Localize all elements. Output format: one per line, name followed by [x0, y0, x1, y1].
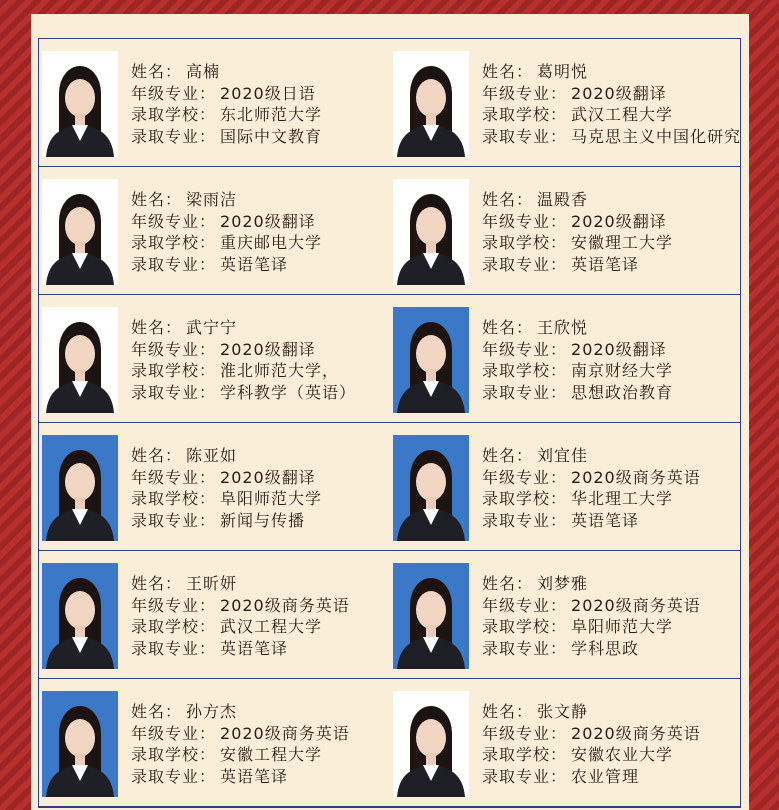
student-card [39, 551, 390, 679]
name-row [131, 701, 350, 723]
student-info [482, 189, 673, 275]
admit-major: 农业管理 [571, 766, 640, 786]
grade-label: 年级专业： [482, 83, 568, 103]
student-photo [42, 179, 118, 285]
school-row [131, 232, 322, 254]
grade-row [131, 83, 322, 105]
portrait-icon [393, 307, 469, 413]
major-row [482, 126, 741, 148]
grade-row [482, 723, 701, 745]
grade-row [131, 723, 350, 745]
name-row [482, 701, 701, 723]
student-card [390, 295, 741, 423]
major-row [482, 254, 673, 276]
name-label: 姓名： [131, 574, 183, 593]
name-row [482, 573, 701, 595]
student-grade: 2020级翻译 [571, 211, 667, 231]
grade-row [482, 595, 701, 617]
school-label: 录取学校： [131, 489, 217, 508]
grade-label: 年级专业： [482, 339, 568, 359]
student-name: 陈亚如 [186, 446, 238, 465]
major-row [131, 126, 322, 148]
grade-row [482, 339, 673, 361]
school-row [131, 104, 322, 126]
school-row [482, 360, 673, 382]
major-row [131, 638, 350, 660]
name-row [482, 61, 741, 83]
major-row [131, 254, 322, 276]
student-name: 刘梦雅 [537, 574, 589, 593]
portrait-icon [42, 435, 118, 541]
name-label: 姓名： [482, 702, 534, 721]
major-row [131, 766, 350, 788]
admit-major: 英语笔译 [220, 766, 289, 786]
name-row [131, 445, 322, 467]
name-row [482, 189, 673, 211]
student-name: 葛明悦 [537, 62, 589, 81]
student-info [131, 573, 350, 659]
student-grade: 2020级翻译 [220, 467, 316, 487]
student-card [390, 39, 741, 167]
grade-row [131, 467, 322, 489]
grade-label: 年级专业： [131, 723, 217, 743]
school-row [482, 616, 701, 638]
admit-school: 阜阳师范大学 [571, 617, 674, 636]
name-row [131, 189, 322, 211]
student-photo [42, 691, 118, 797]
student-card [390, 423, 741, 551]
student-name: 温殿香 [537, 190, 589, 209]
major-label: 录取专业： [131, 254, 217, 274]
school-label: 录取学校： [131, 617, 217, 636]
school-label: 录取学校： [131, 233, 217, 252]
student-card [39, 295, 390, 423]
major-label: 录取专业： [131, 510, 217, 530]
portrait-icon [42, 307, 118, 413]
school-row [131, 360, 356, 382]
name-row [131, 573, 350, 595]
student-photo [393, 691, 469, 797]
school-label: 录取学校： [482, 617, 568, 636]
student-info [131, 317, 356, 403]
student-grade: 2020级商务英语 [220, 723, 350, 743]
admit-school: 华北理工大学 [571, 489, 674, 508]
name-label: 姓名： [482, 62, 534, 81]
major-label: 录取专业： [131, 382, 217, 402]
grade-label: 年级专业： [131, 595, 217, 615]
school-label: 录取学校： [482, 233, 568, 252]
portrait-icon [393, 691, 469, 797]
major-label: 录取专业： [482, 638, 568, 658]
admit-school: 安徽工程大学 [220, 745, 323, 764]
student-photo [42, 307, 118, 413]
name-label: 姓名： [482, 574, 534, 593]
school-row [131, 616, 350, 638]
student-name: 高楠 [186, 62, 221, 81]
school-label: 录取学校： [131, 745, 217, 764]
portrait-icon [42, 51, 118, 157]
grade-label: 年级专业： [131, 339, 217, 359]
major-label: 录取专业： [482, 510, 568, 530]
student-name: 刘宜佳 [537, 446, 589, 465]
student-photo [42, 51, 118, 157]
school-row [131, 744, 350, 766]
grade-row [482, 211, 673, 233]
name-label: 姓名： [131, 190, 183, 209]
portrait-icon [393, 51, 469, 157]
school-row [482, 104, 741, 126]
student-photo [393, 435, 469, 541]
school-label: 录取学校： [482, 489, 568, 508]
student-grade: 2020级翻译 [571, 339, 667, 359]
portrait-icon [393, 179, 469, 285]
student-grade: 2020级翻译 [571, 83, 667, 103]
grade-row [482, 467, 701, 489]
admit-school: 安徽农业大学 [571, 745, 674, 764]
student-grade: 2020级翻译 [220, 211, 316, 231]
school-row [131, 488, 322, 510]
student-photo [42, 563, 118, 669]
student-name: 王欣悦 [537, 318, 589, 337]
admit-major: 马克思主义中国化研究 [571, 126, 742, 146]
admit-major: 新闻与传播 [220, 510, 306, 530]
student-grade: 2020级商务英语 [571, 467, 701, 487]
major-label: 录取专业： [482, 766, 568, 786]
student-photo [42, 435, 118, 541]
student-info [482, 317, 673, 403]
admit-major: 学科教学（英语） [220, 382, 357, 402]
admit-major: 英语笔译 [220, 638, 289, 658]
grade-row [131, 339, 356, 361]
admit-school: 武汉工程大学 [220, 617, 323, 636]
student-grade: 2020级商务英语 [571, 723, 701, 743]
grade-label: 年级专业： [482, 595, 568, 615]
grade-label: 年级专业： [482, 211, 568, 231]
school-label: 录取学校： [482, 105, 568, 124]
school-row [482, 744, 701, 766]
student-card [390, 167, 741, 295]
student-info [482, 573, 701, 659]
student-info [482, 445, 701, 531]
admit-major: 学科思政 [571, 638, 640, 658]
school-label: 录取学校： [482, 745, 568, 764]
student-photo [393, 563, 469, 669]
admit-school: 重庆邮电大学 [220, 233, 323, 252]
school-label: 录取学校： [482, 361, 568, 380]
grade-label: 年级专业： [482, 467, 568, 487]
major-row [482, 638, 701, 660]
grade-label: 年级专业： [482, 723, 568, 743]
student-info [131, 445, 322, 531]
student-grade: 2020级日语 [220, 83, 316, 103]
admit-major: 思想政治教育 [571, 382, 674, 402]
grade-label: 年级专业： [131, 83, 217, 103]
name-label: 姓名： [482, 318, 534, 337]
school-label: 录取学校： [131, 361, 217, 380]
student-card [39, 39, 390, 167]
admit-school: 武汉工程大学 [571, 105, 674, 124]
name-label: 姓名： [131, 62, 183, 81]
student-grid [38, 38, 741, 808]
student-name: 王昕妍 [186, 574, 238, 593]
grade-label: 年级专业： [131, 211, 217, 231]
student-info [131, 61, 322, 147]
major-row [482, 510, 701, 532]
name-label: 姓名： [482, 446, 534, 465]
portrait-icon [42, 563, 118, 669]
student-name: 武宁宁 [186, 318, 238, 337]
student-card [390, 679, 741, 807]
name-row [482, 445, 701, 467]
admit-school: 淮北师范大学， [220, 361, 340, 380]
portrait-icon [393, 563, 469, 669]
student-card [39, 679, 390, 807]
name-row [131, 317, 356, 339]
major-label: 录取专业： [131, 766, 217, 786]
student-info [482, 701, 701, 787]
major-label: 录取专业： [131, 126, 217, 146]
student-photo [393, 51, 469, 157]
admit-major: 英语笔译 [571, 254, 640, 274]
major-row [482, 382, 673, 404]
student-info [131, 189, 322, 275]
major-row [131, 382, 356, 404]
major-label: 录取专业： [131, 638, 217, 658]
admit-major: 国际中文教育 [220, 126, 323, 146]
student-grade: 2020级商务英语 [220, 595, 350, 615]
student-card [390, 551, 741, 679]
major-row [131, 510, 322, 532]
name-label: 姓名： [131, 318, 183, 337]
student-info [131, 701, 350, 787]
grade-row [482, 83, 741, 105]
admit-major: 英语笔译 [571, 510, 640, 530]
school-label: 录取学校： [131, 105, 217, 124]
student-card [39, 167, 390, 295]
school-row [482, 488, 701, 510]
portrait-icon [393, 435, 469, 541]
grade-label: 年级专业： [131, 467, 217, 487]
grade-row [131, 595, 350, 617]
student-photo [393, 307, 469, 413]
admit-school: 南京财经大学 [571, 361, 674, 380]
portrait-icon [42, 691, 118, 797]
student-name: 梁雨洁 [186, 190, 238, 209]
admit-school: 东北师范大学 [220, 105, 323, 124]
student-name: 孙方杰 [186, 702, 238, 721]
school-row [482, 232, 673, 254]
name-row [482, 317, 673, 339]
major-label: 录取专业： [482, 126, 568, 146]
student-name: 张文静 [537, 702, 589, 721]
name-row [131, 61, 322, 83]
admit-school: 安徽理工大学 [571, 233, 674, 252]
student-grade: 2020级翻译 [220, 339, 316, 359]
major-label: 录取专业： [482, 382, 568, 402]
name-label: 姓名： [131, 702, 183, 721]
student-card [39, 423, 390, 551]
name-label: 姓名： [482, 190, 534, 209]
student-info [482, 61, 741, 147]
admit-major: 英语笔译 [220, 254, 289, 274]
portrait-icon [42, 179, 118, 285]
admit-school: 阜阳师范大学 [220, 489, 323, 508]
grade-row [131, 211, 322, 233]
name-label: 姓名： [131, 446, 183, 465]
major-row [482, 766, 701, 788]
major-label: 录取专业： [482, 254, 568, 274]
student-photo [393, 179, 469, 285]
student-grade: 2020级商务英语 [571, 595, 701, 615]
